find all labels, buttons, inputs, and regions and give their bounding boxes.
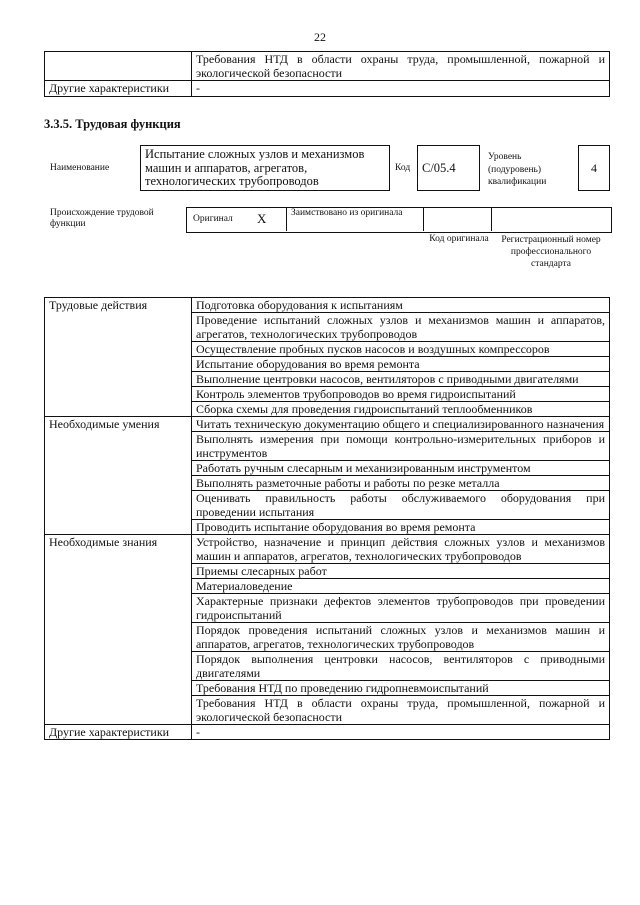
table-cell-item: Приемы слесарных работ <box>192 564 610 579</box>
category-cell: Другие характеристики <box>45 725 192 740</box>
borrowed-label: Заимствовано из оригинала <box>291 208 403 218</box>
table-cell-item: Устройство, назначение и принцип действия сложных узлов и механизмов машин и аппаратов, агрегатов, технологических трубопроводов <box>192 535 610 564</box>
origin-divider <box>491 207 493 231</box>
table-cell-value: Требования НТД в области охраны труда, промышленной, пожарной и экологической безопасности <box>192 52 610 81</box>
table-cell-label: Другие характеристики <box>45 81 192 97</box>
table-cell-value: - <box>192 81 610 97</box>
code-value: С/05.4 <box>417 145 480 191</box>
table-cell-item: Выполнение центровки насосов, вентиляторов с приводными двигателями <box>192 372 610 387</box>
table-cell-item: Характерные признаки дефектов элементов трубопроводов при проведении гидроиспытаний <box>192 594 610 623</box>
table-cell-item: Оценивать правильность работы обслуживаемого оборудования при проведении испытания <box>192 491 610 520</box>
table-cell-item: Контроль элементов трубопроводов во время гидроиспытаний <box>192 387 610 402</box>
table-cell-item: Порядок проведения испытаний сложных узлов и механизмов машин и аппаратов, агрегатов, технологических трубопроводов <box>192 623 610 652</box>
origin-label: Происхождение трудовой функции <box>50 208 154 229</box>
table-cell-item: Проведение испытаний сложных узлов и механизмов машин и аппаратов, агрегатов, технологических трубопроводов <box>192 313 610 342</box>
table-row <box>45 535 610 564</box>
original-mark: X <box>257 211 267 226</box>
table-cell-item: Требования НТД в области охраны труда, промышленной, пожарной и экологической безопасности <box>192 696 610 725</box>
table-cell-item: Выполнять разметочные работы и работы по резке металла <box>192 476 610 491</box>
table-cell-item: Осуществление пробных пусков насосов и воздушных компрессоров <box>192 342 610 357</box>
level-value: 4 <box>578 145 610 191</box>
table-row <box>45 298 610 313</box>
category-cell: Трудовые действия <box>45 298 192 417</box>
original-code-caption: Код оригинала <box>429 234 489 244</box>
table-cell-item: Читать техническую документацию общего и специализированного назначения <box>192 417 610 432</box>
table-cell-item: Испытание оборудования во время ремонта <box>192 357 610 372</box>
origin-divider <box>423 207 425 231</box>
table-row <box>45 81 610 97</box>
name-label: Наименование <box>50 163 110 173</box>
table-cell-item: Выполнять измерения при помощи контрольно-измерительных приборов и инструментов <box>192 432 610 461</box>
table-cell-item: Порядок выполнения центровки насосов, вентиляторов с приводными двигателями <box>192 652 610 681</box>
table-cell-item: Материаловедение <box>192 579 610 594</box>
table-cell-item: Сборка схемы для проведения гидроиспытаний теплообменников <box>192 402 610 417</box>
table-row <box>45 52 610 81</box>
level-label: Уровень (подуровень) квалификации <box>488 152 547 187</box>
table-row <box>45 417 610 432</box>
code-label: Код <box>395 163 411 173</box>
table-cell-item: Проводить испытание оборудования во время ремонта <box>192 520 610 535</box>
function-name-box: Испытание сложных узлов и механизмов машин и аппаратов, агрегатов, технологических трубопроводов <box>140 145 390 191</box>
registration-number-caption: Регистрационный номер профессионального стандарта <box>501 235 601 269</box>
origin-divider <box>286 207 288 231</box>
section-title: 3.3.5. Трудовая функция <box>44 117 181 131</box>
page-number: 22 <box>314 30 326 44</box>
table-row <box>45 725 610 740</box>
continuation-table <box>44 51 610 97</box>
table-cell-item: - <box>192 725 610 740</box>
table-cell-item: Подготовка оборудования к испытаниям <box>192 298 610 313</box>
labor-function-table <box>44 297 610 740</box>
category-cell: Необходимые знания <box>45 535 192 725</box>
original-label: Оригинал <box>193 214 233 224</box>
table-cell-item: Требования НТД по проведению гидропневмоиспытаний <box>192 681 610 696</box>
table-cell-label <box>45 52 192 81</box>
category-cell: Необходимые умения <box>45 417 192 535</box>
table-cell-item: Работать ручным слесарным и механизированным инструментом <box>192 461 610 476</box>
